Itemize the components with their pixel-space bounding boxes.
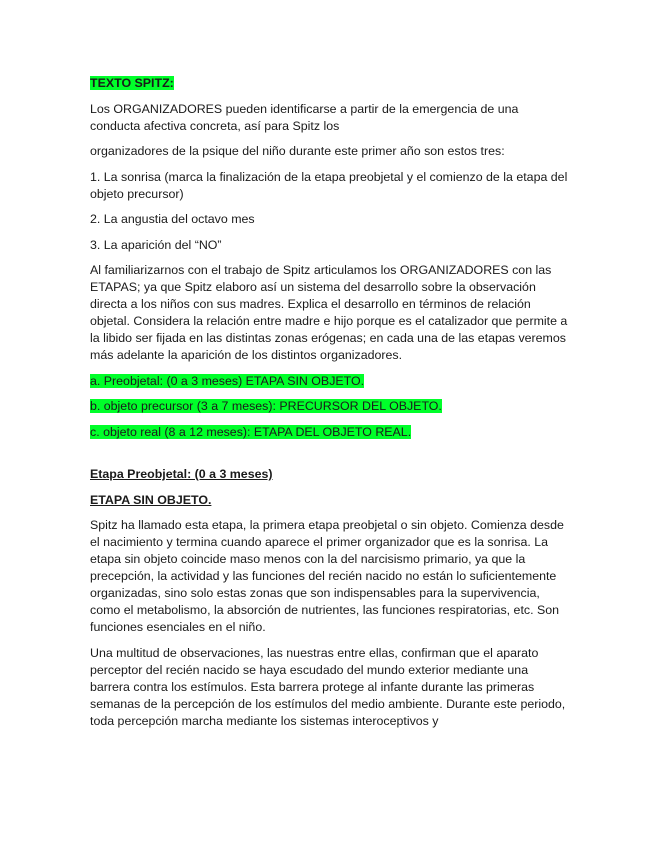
- section-subheading: ETAPA SIN OBJETO.: [90, 492, 212, 507]
- intro-paragraph-2: organizadores de la psique del niño durante este primer año son estos tres:: [90, 144, 505, 158]
- organizer-item-2: 2. La angustia del octavo mes: [90, 212, 255, 226]
- spacer: [90, 449, 568, 466]
- stage-item-b: b. objeto precursor (3 a 7 meses): PRECURSOR DEL OBJETO.: [90, 399, 442, 413]
- document-body: [90, 75, 568, 738]
- stage-item-a: a. Preobjetal: (0 a 3 meses) ETAPA SIN OBJETO.: [90, 373, 365, 388]
- preobjetal-paragraph: Spitz ha llamado esta etapa, la primera etapa preobjetal o sin objeto. Comienza desde el nacimiento y termina cuando aparece el primer organizador que es la sonrisa. La etapa sin objeto coincide maso menos con la del narcisismo primario, ya que la precepción, la actividad y las funciones del recién nacido no están lo suficientemente organizadas, sino solo estas zonas que son indispensables para la supervivencia, como el metabolismo, la absorción de nutrientes, las funciones respiratorias, etc. Son funciones esenciales en el niño.: [90, 518, 564, 634]
- organizers-paragraph: Al familiarizarnos con el trabajo de Spitz articulamos los ORGANIZADORES con las ETAPAS; ya que Spitz elaboro así un sistema del desarrollo sobre la observación directa a los niños con sus madres. Explica el desarrollo en términos de relación objetal. Considera la relación entre madre e hijo porque es el catalizador que permite a la libido ser fijada en las distintas zonas erógenas; en cada una de las etapas veremos más adelante la aparición de los distintos organizadores.: [90, 263, 568, 362]
- intro-paragraph-1: Los ORGANIZADORES pueden identificarse a partir de la emergencia de una conducta afectiva concreta, así para Spitz los: [90, 101, 519, 133]
- document-title: TEXTO SPITZ:: [90, 76, 174, 90]
- section-heading: Etapa Preobjetal: (0 a 3 meses): [90, 467, 273, 481]
- stage-item-c: c. objeto real (8 a 12 meses): ETAPA DEL OBJETO REAL.: [90, 424, 412, 439]
- organizer-item-1: 1. La sonrisa (marca la finalización de la etapa preobjetal y el comienzo de la etapa del objeto precursor): [90, 169, 568, 201]
- organizer-item-3: 3. La aparición del “NO”: [90, 237, 222, 252]
- observations-paragraph: Una multitud de observaciones, las nuestras entre ellas, confirman que el aparato perceptor del recién nacido se haya escudado del mundo exterior mediante una barrera contra los estímulos. Esta barrera protege al infante durante las primeras semanas de la percepción de los estímulos del medio ambiente. Durante este periodo, toda percepción marcha mediante los sistemas interoceptivos y: [90, 645, 566, 728]
